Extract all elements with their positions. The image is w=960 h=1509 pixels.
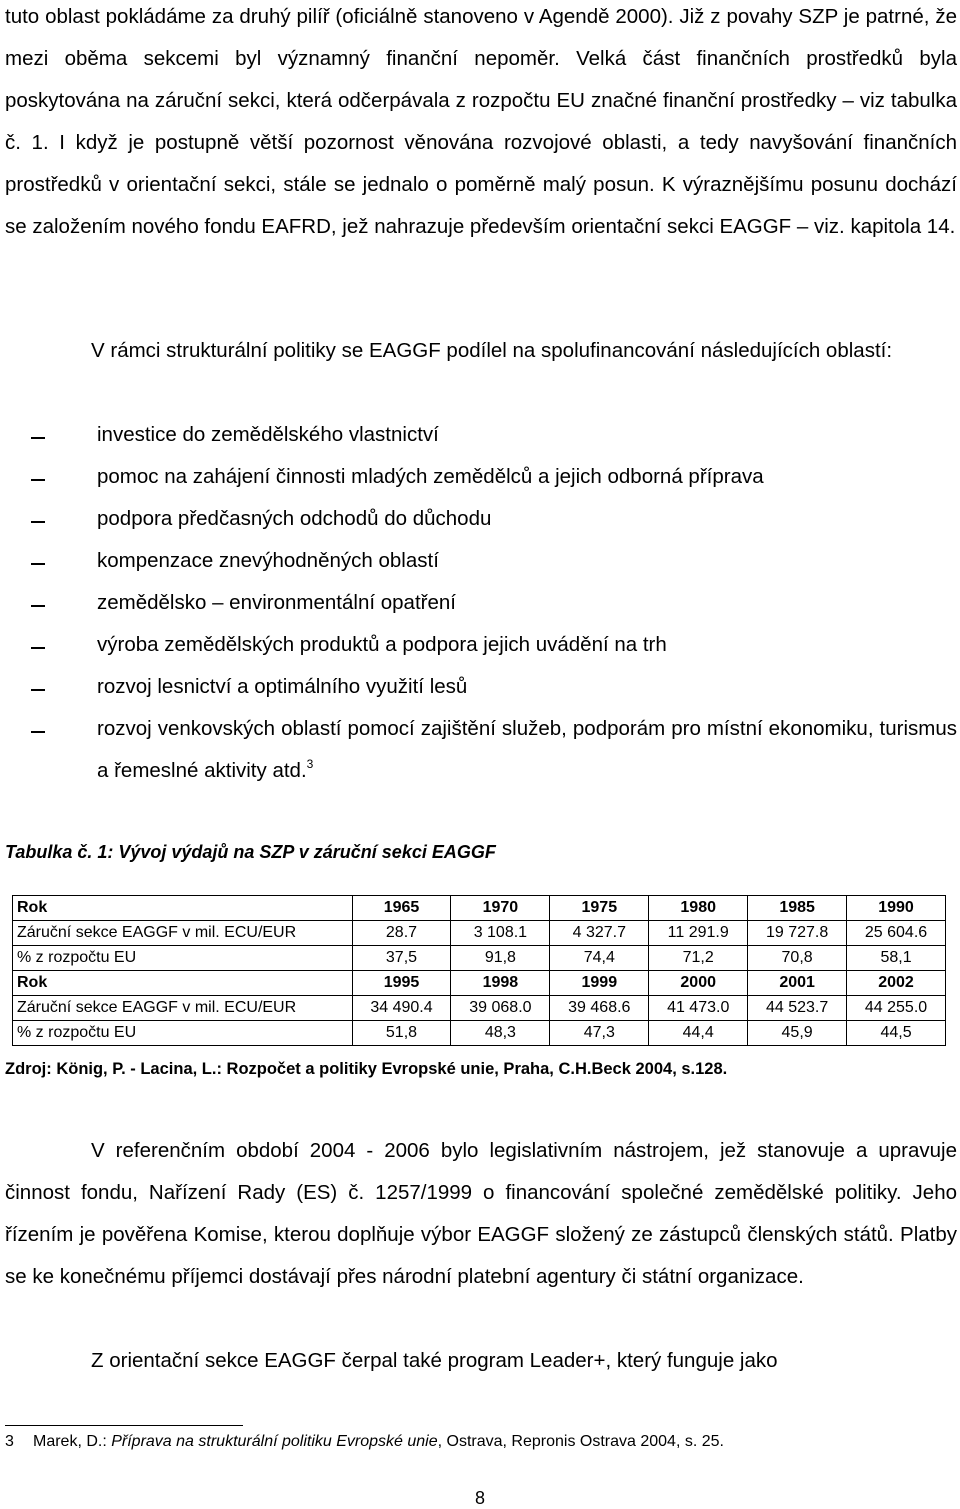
table-cell: 39 468.6 (550, 996, 649, 1021)
table-cell: 51,8 (352, 1021, 451, 1046)
list-item: investice do zemědělského vlastnictví (97, 423, 439, 446)
list-item: podpora předčasných odchodů do důchodu (97, 507, 492, 530)
table-cell: 11 291.9 (649, 921, 748, 946)
footnote-rest: , Ostrava, Repronis Ostrava 2004, s. 25. (437, 1433, 724, 1450)
table-cell: 1998 (451, 971, 550, 996)
paragraph-eaggf-intro: tuto oblast pokládáme za druhý pilíř (oficiálně stanoveno v Agendě 2000). Již z povahy SZP je patrné, že mezi oběma sekcemi byl významný finanční nepoměr. Velká část finančních prostředků byla poskytována na záruční sekci, která odčerpávala z rozpočtu EU značné finanční prostředky – viz tabulka č. 1. I když je postupně větší pozornost věnována rozvojové oblasti, a tedy navyšování finančních prostředků v orientační sekci, stále se jednalo o poměrně malý posun. K výraznějšímu posunu dochází se založením nového fondu EAFRD, jež nahrazuje především orientační sekci EAGGF – viz. kapitola 14. (5, 5, 957, 238)
table-cell: 2001 (748, 971, 847, 996)
table-cell: 44,5 (847, 1021, 946, 1046)
list-item: zemědělsko – environmentální opatření (97, 591, 456, 614)
table-cell: 44 523.7 (748, 996, 847, 1021)
table-cell: 1980 (649, 896, 748, 921)
table-cell: 4 327.7 (550, 921, 649, 946)
list-item: pomoc na zahájení činnosti mladých zemědělců a jejich odborná příprava (97, 465, 764, 488)
table-cell: 91,8 (451, 946, 550, 971)
row-label: % z rozpočtu EU (13, 1021, 353, 1046)
footnote-title: Příprava na strukturální politiku Evropské unie (111, 1433, 438, 1450)
table-cell: 1990 (847, 896, 946, 921)
footnote (5, 1433, 724, 1451)
list-item: rozvoj lesnictví a optimálního využití lesů (97, 675, 468, 698)
table-cell: 2002 (847, 971, 946, 996)
table-cell: 1975 (550, 896, 649, 921)
table-caption: Tabulka č. 1: Vývoj výdajů na SZP v záruční sekci EAGGF (5, 842, 496, 862)
footnote-reference: 3 (306, 757, 314, 771)
footnote-divider (5, 1425, 243, 1426)
table-row (13, 896, 946, 921)
table-cell: 1970 (451, 896, 550, 921)
table-cell: 28.7 (352, 921, 451, 946)
table-row (13, 921, 946, 946)
co-financing-list (0, 414, 960, 792)
table-cell: 44,4 (649, 1021, 748, 1046)
table-row (13, 946, 946, 971)
table-cell: 25 604.6 (847, 921, 946, 946)
eaggf-expenditure-table (12, 895, 946, 1046)
table-cell: 1999 (550, 971, 649, 996)
table-cell: 1995 (352, 971, 451, 996)
page-number: 8 (474, 1488, 485, 1508)
paragraph-structural-policy: V rámci strukturální politiky se EAGGF podílel na spolufinancování následujících oblastí: (91, 339, 893, 362)
table-row (13, 971, 946, 996)
paragraph-legislation: V referenčním období 2004 - 2006 bylo legislativním nástrojem, jež stanovuje a upravuje činnost fondu, Nařízení Rady (ES) č. 1257/1999 o financování společné zemědělské politiky. Jeho řízením je pověřena Komise, kterou doplňuje výbor EAGGF složený ze zástupců členských států. Platby se ke konečnému příjemci dostávají přes národní platební agentury či státní organizace. (5, 1139, 957, 1288)
row-label: Rok (13, 896, 353, 921)
footnote-number: 3 (5, 1433, 14, 1450)
table-cell: 71,2 (649, 946, 748, 971)
table-cell: 74,4 (550, 946, 649, 971)
row-label: Záruční sekce EAGGF v mil. ECU/EUR (13, 996, 353, 1021)
table-cell: 19 727.8 (748, 921, 847, 946)
table-cell: 34 490.4 (352, 996, 451, 1021)
table-cell: 41 473.0 (649, 996, 748, 1021)
table-row (13, 1021, 946, 1046)
table-cell: 2000 (649, 971, 748, 996)
table-row (13, 996, 946, 1021)
table-cell: 58,1 (847, 946, 946, 971)
table-cell: 44 255.0 (847, 996, 946, 1021)
table-source: Zdroj: König, P. - Lacina, L.: Rozpočet a politiky Evropské unie, Praha, C.H.Beck 2004, s.128. (5, 1060, 728, 1078)
list-item: rozvoj venkovských oblastí pomocí zajištění služeb, podporám pro místní ekonomiku, turismus a řemeslné aktivity atd.$^3$ (97, 717, 957, 782)
table-cell: 48,3 (451, 1021, 550, 1046)
table-cell: 39 068.0 (451, 996, 550, 1021)
paragraph-leader: Z orientační sekce EAGGF čerpal také program Leader+, který funguje jako (91, 1349, 778, 1372)
table-cell: 37,5 (352, 946, 451, 971)
table-cell: 1965 (352, 896, 451, 921)
table-cell: 1985 (748, 896, 847, 921)
row-label: % z rozpočtu EU (13, 946, 353, 971)
list-item: výroba zemědělských produktů a podpora jejich uvádění na trh (97, 633, 667, 656)
table-cell: 3 108.1 (451, 921, 550, 946)
table-cell: 45,9 (748, 1021, 847, 1046)
footnote-author: Marek, D.: (33, 1433, 112, 1450)
row-label: Záruční sekce EAGGF v mil. ECU/EUR (13, 921, 353, 946)
row-label: Rok (13, 971, 353, 996)
table-cell: 70,8 (748, 946, 847, 971)
list-item: kompenzace znevýhodněných oblastí (97, 549, 439, 572)
table-cell: 47,3 (550, 1021, 649, 1046)
